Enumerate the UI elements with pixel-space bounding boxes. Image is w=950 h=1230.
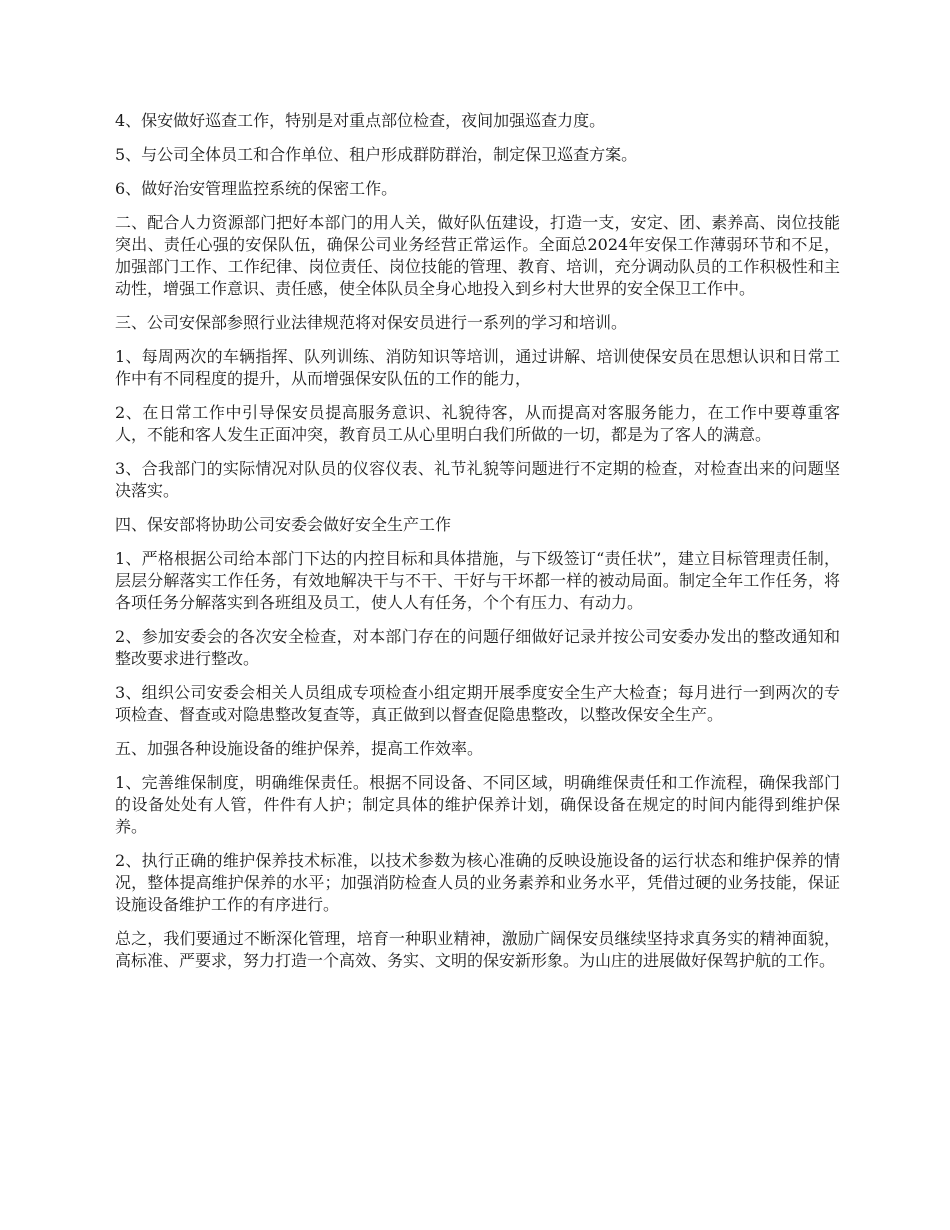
- paragraph: 1、完善维保制度，明确维保责任。根据不同设备、不同区域，明确维保责任和工作流程，确保我部门的设备处处有人管，件件有人护；制定具体的维护保养计划，确保设备在规定的时间内能得到维护保养。: [115, 773, 840, 836]
- paragraph: 3、组织公司安委会相关人员组成专项检查小组定期开展季度安全生产大检查；每月进行一到两次的专项检查、督查或对隐患整改复查等，真正做到以督查促隐患整改，以整改保安全生产。: [115, 683, 840, 724]
- paragraph: 2、参加安委会的各次安全检查，对本部门存在的问题仔细做好记录并按公司安委办发出的整改通知和整改要求进行整改。: [115, 627, 840, 668]
- paragraph: 3、合我部门的实际情况对队员的仪容仪表、礼节礼貌等问题进行不定期的检查，对检查出来的问题坚决落实。: [115, 459, 840, 500]
- paragraph: 4、保安做好巡查工作，特别是对重点部位检查，夜间加强巡查力度。: [115, 111, 606, 130]
- paragraph: 2、执行正确的维护保养技术标准，以技术参数为核心准确的反映设施设备的运行状态和维护保养的情况，整体提高维护保养的水平；加强消防检查人员的业务素养和业务水平，凭借过硬的业务技能，保证设施设备维护工作的有序进行。: [115, 851, 840, 914]
- section-heading: 三、公司安保部参照行业法律规范将对保安员进行一系列的学习和培训。: [115, 313, 628, 332]
- conclusion-paragraph: 总之，我们要通过不断深化管理，培育一种职业精神，激励广阔保安员继续坚持求真务实的精神面貌，高标准、严要求，努力打造一个高效、务实、文明的保安新形象。为山庄的进展做好保驾护航的工作。: [115, 929, 840, 970]
- paragraph: 5、与公司全体员工和合作单位、租户形成群防群治，制定保卫巡查方案。: [115, 145, 638, 164]
- paragraph: 2、在日常工作中引导保安员提高服务意识、礼貌待客，从而提高对客服务能力，在工作中要尊重客人，不能和客人发生正面冲突，教育员工从心里明白我们所做的一切，都是为了客人的满意。: [115, 403, 840, 444]
- paragraph: 1、每周两次的车辆指挥、队列训练、消防知识等培训，通过讲解、培训使保安员在思想认识和日常工作中有不同程度的提升，从而增强保安队伍的工作的能力，: [115, 347, 840, 388]
- paragraph: 1、严格根据公司给本部门下达的内控目标和具体措施，与下级签订“责任状”，建立目标管理责任制，层层分解落实工作任务，有效地解决干与不干、干好与干坏都一样的被动局面。制定全年工作任务，将各项任务分解落实到各班组及员工，使人人有任务，个个有压力、有动力。: [115, 549, 840, 612]
- section-heading: 五、加强各种设施设备的维护保养，提高工作效率。: [115, 739, 484, 758]
- section-paragraph: 二、配合人力资源部门把好本部门的用人关，做好队伍建设，打造一支，安定、团、素养高、岗位技能突出、责任心强的安保队伍，确保公司业务经营正常运作。全面总2024年安保工作薄弱环节和不足，加强部门工作、工作纪律、岗位责任、岗位技能的管理、教育、培训，充分调动队员的工作积极性和主动性，增强工作意识、责任感，使全体队员全身心地投入到乡村大世界的安全保卫工作中。: [115, 213, 840, 298]
- document-body: [115, 110, 840, 984]
- section-heading: 四、保安部将协助公司安委会做好安全生产工作: [115, 515, 452, 534]
- paragraph: 6、做好治安管理监控系统的保密工作。: [115, 179, 398, 198]
